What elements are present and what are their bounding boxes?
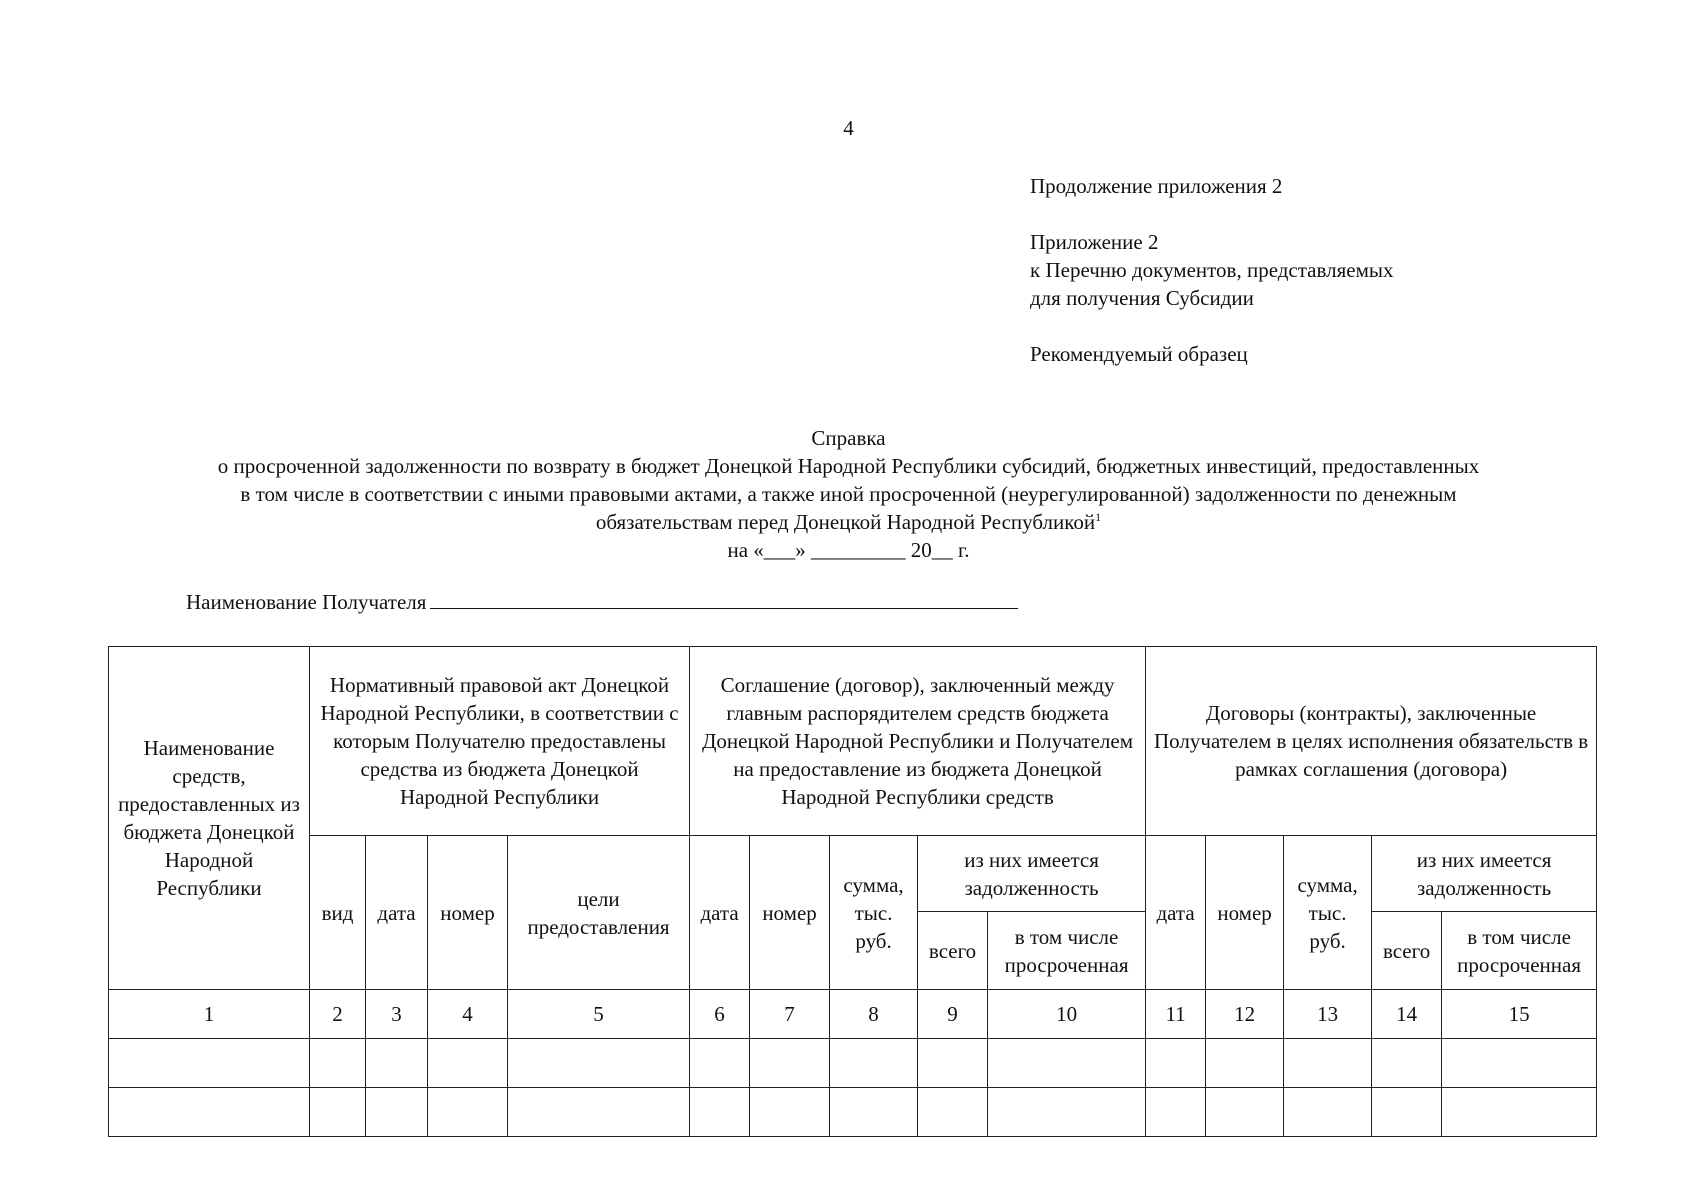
empty-cell[interactable] (310, 1039, 366, 1088)
empty-cell[interactable] (918, 1039, 988, 1088)
empty-cell[interactable] (428, 1039, 508, 1088)
column-number: 13 (1284, 990, 1372, 1039)
empty-cell[interactable] (690, 1039, 750, 1088)
title-heading: Справка (811, 426, 886, 450)
header-overdue: в том числе просроченная (1442, 912, 1597, 990)
date-line: на «___» _________ 20__ г. (727, 538, 970, 562)
header-funds-name: Наименование средств, предоставленных из бюджета Донецкой Народной Республики (109, 647, 310, 990)
column-number: 10 (988, 990, 1146, 1039)
empty-cell[interactable] (508, 1039, 690, 1088)
empty-cell[interactable] (1442, 1039, 1597, 1088)
empty-cell[interactable] (366, 1088, 428, 1137)
column-number: 1 (109, 990, 310, 1039)
empty-cell[interactable] (750, 1088, 830, 1137)
header-overdue: в том числе просроченная (988, 912, 1146, 990)
recipient-name-blank[interactable] (430, 590, 1018, 609)
header-debt: из них имеется задолженность (1372, 836, 1597, 912)
appendix-line: Приложение 2 (1030, 230, 1159, 254)
recommended-sample-label: Рекомендуемый образец (1030, 342, 1248, 366)
column-number: 7 (750, 990, 830, 1039)
empty-cell[interactable] (1442, 1088, 1597, 1137)
column-number: 15 (1442, 990, 1597, 1039)
empty-cell[interactable] (1206, 1088, 1284, 1137)
header-type: вид (310, 836, 366, 990)
empty-cell[interactable] (988, 1039, 1146, 1088)
header-legal-act: Нормативный правовой акт Донецкой Народной Республики, в соответствии с которым Получателю предоставлены средства из бюджета Донецкой Народной Республики (310, 647, 690, 836)
empty-cell[interactable] (690, 1088, 750, 1137)
column-number: 6 (690, 990, 750, 1039)
column-number: 2 (310, 990, 366, 1039)
column-number: 14 (1372, 990, 1442, 1039)
empty-cell[interactable] (310, 1088, 366, 1137)
empty-cell[interactable] (750, 1039, 830, 1088)
empty-cell[interactable] (1372, 1088, 1442, 1137)
column-number: 3 (366, 990, 428, 1039)
recipient-label: Наименование Получателя (186, 590, 427, 614)
empty-cell[interactable] (1284, 1039, 1372, 1088)
empty-cell[interactable] (1206, 1039, 1284, 1088)
header-purpose: цели предоставления (508, 836, 690, 990)
empty-cell[interactable] (508, 1088, 690, 1137)
empty-cell[interactable] (1146, 1039, 1206, 1088)
empty-cell[interactable] (918, 1088, 988, 1137)
header-agreement: Соглашение (договор), заключенный между главным распорядителем средств бюджета Донецкой Народной Республики и Получателем на предоставление из бюджета Донецкой Народной Республики средств (690, 647, 1146, 836)
appendix-continuation: Продолжение приложения 2 (1030, 174, 1283, 198)
title-line-text: обязательствам перед Донецкой Народной Республикой (595, 510, 1096, 534)
footnote-mark: 1 (1095, 510, 1102, 524)
header-amount: сумма, тыс. руб. (830, 836, 918, 990)
empty-cell[interactable] (1284, 1088, 1372, 1137)
empty-cell[interactable] (1372, 1039, 1442, 1088)
header-date: дата (1146, 836, 1206, 990)
appendix-reference (1030, 228, 1394, 312)
page-number: 4 (843, 116, 854, 140)
header-number: номер (750, 836, 830, 990)
empty-cell[interactable] (109, 1039, 310, 1088)
report-table (108, 646, 1597, 1137)
header-contracts: Договоры (контракты), заключенные Получателем в целях исполнения обязательств в рамках соглашения (договора) (1146, 647, 1597, 836)
title-line (100, 508, 1597, 536)
empty-cell[interactable] (1146, 1088, 1206, 1137)
empty-table-row (109, 1088, 1597, 1137)
header-date: дата (366, 836, 428, 990)
empty-cell[interactable] (366, 1039, 428, 1088)
header-amount: сумма, тыс. руб. (1284, 836, 1372, 990)
column-number: 12 (1206, 990, 1284, 1039)
empty-cell[interactable] (428, 1088, 508, 1137)
document-title (100, 424, 1597, 564)
appendix-line: для получения Субсидии (1030, 286, 1254, 310)
empty-cell[interactable] (988, 1088, 1146, 1137)
appendix-line: к Перечню документов, представляемых (1030, 258, 1394, 282)
header-number: номер (428, 836, 508, 990)
empty-cell[interactable] (830, 1039, 918, 1088)
header-number: номер (1206, 836, 1284, 990)
header-date: дата (690, 836, 750, 990)
empty-cell[interactable] (830, 1088, 918, 1137)
header-total: всего (1372, 912, 1442, 990)
empty-cell[interactable] (109, 1088, 310, 1137)
column-number: 11 (1146, 990, 1206, 1039)
header-total: всего (918, 912, 988, 990)
column-number: 5 (508, 990, 690, 1039)
column-number: 8 (830, 990, 918, 1039)
title-line: о просроченной задолженности по возврату в бюджет Донецкой Народной Республики субсидий, бюджетных инвестиций, предоставленных (217, 454, 1480, 478)
header-debt: из них имеется задолженность (918, 836, 1146, 912)
column-number: 9 (918, 990, 988, 1039)
column-number: 4 (428, 990, 508, 1039)
column-number-row (109, 990, 1597, 1039)
recipient-row (186, 590, 1018, 615)
title-line: в том числе в соответствии с иными правовыми актами, а также иной просроченной (неурегулированной) задолженности по денежным (240, 482, 1457, 506)
empty-table-row (109, 1039, 1597, 1088)
